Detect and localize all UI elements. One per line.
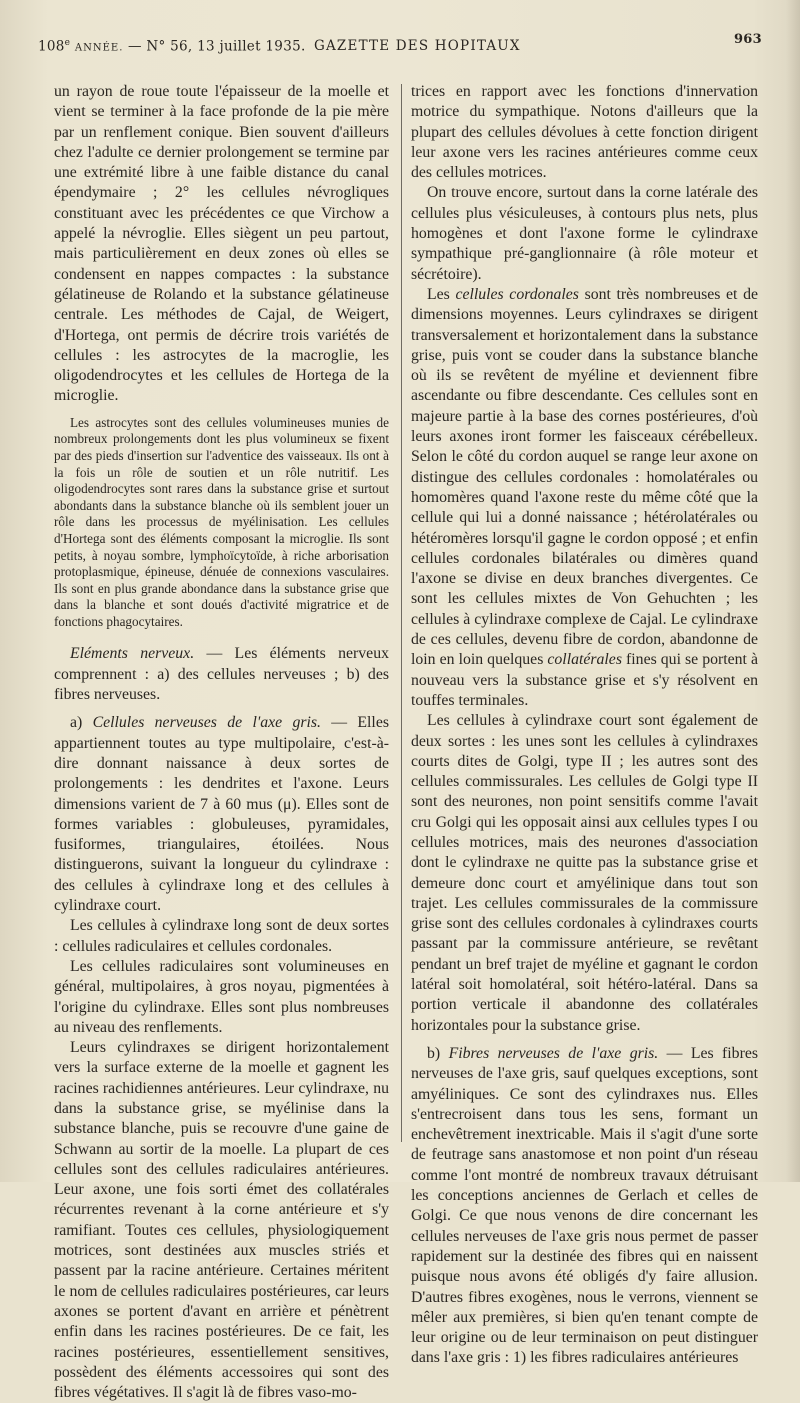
heading-cellules-nerveuses: Cellules nerveuses de l'axe gris. (92, 714, 321, 732)
heading-cellules-cordonales: cellules cordonales (455, 285, 579, 303)
page-number: 963 (733, 32, 762, 47)
paragraph-cylindraxe-court: Les cellules à cylindraxe court sont également de deux sortes : les unes sont les cellules à cylindraxes courts dites de Golgi, type II ; les autres sont des cellules commissurales. Les cellules de Golgi type II sont des neurones, non point sensitifs comme l'avait cru Golgi qui les opposait ainsi aux cellules types I ou cellules motrices, mais des neurones d'association dont le cylindraxe ne quitte pas la substance grise et demeure donc court et amyélinique dans tout son trajet. Les cellules commissurales de la commissure grise sont des cellules cordonales à cylindraxes courts passant par la commissure antérieure, se revêtant pendant un bref trajet de myéline et gagnant le cordon latéral soit homolatéral, soit hétéro-latéral. Dans sa portion verticale il abandonne des collatérales horizontales pour la substance grise. (411, 712, 758, 1034)
issue-info (38, 38, 306, 55)
page-edge-shadow (786, 0, 800, 1182)
prefix-b: b) (427, 1044, 449, 1062)
text-fibres-nerveuses: — Les fibres nerveuses de l'axe gris, sauf quelques exceptions, sont amyéliniques. Ce sont des cylindraxes nus. Elles s'entrecroisent dans tous les sens, formant un enchevêtrement inextricable. Mais il s'agit d'une sorte de feutrage sans anastomose et non point d'un réseau comme l'ont montré de nombreux travaux détruisant les conceptions anciennes de Gerlach et celles de Golgi. Ce que nous venons de dire concernant les cellules nerveuses de l'axe gris nous permet de passer rapidement sur la destinée des fibres qui en naissent puisque nous avons été obligés d'y faire allusion. D'autres fibres exogènes, nous le verrons, viennent se mêler aux premières, si bien qu'en tenant compte de leur origine ou de leur terminaison on peut distinguer dans l'axe gris : 1) les fibres radiculaires antérieures (411, 1044, 759, 1367)
heading-elements-nerveux: Eléments nerveux. (70, 645, 195, 663)
paragraph-cellules-radiculaires: Les cellules radiculaires sont volumineuses en général, multipolaires, à gros noyau, pigmentées à l'origine du cylindraxe. Elles sont plus nombreuses au niveau des renflements. (54, 957, 389, 1036)
lead-cellules-cordonales: Les (427, 285, 456, 303)
column-divider (401, 84, 402, 1142)
text-cellules-cordonales-end: fines qui se portent à nouveau vers la substance grise et s'y résolvent en touffes terminales. (411, 651, 758, 709)
paragraph-elements-nerveux (54, 644, 389, 705)
annee-word: ANNÉE. (74, 42, 124, 54)
journal-title: GAZETTE DES HOPITAUX (314, 38, 521, 54)
heading-fibres-nerveuses: Fibres nerveuses de l'axe gris. (448, 1044, 659, 1062)
prefix-a: a) (70, 714, 93, 732)
text-cellules-nerveuses: — Elles appartiennent toutes au type multipolaire, c'est-à-dire donnant naissance à deux sortes de prolongements : les dendrites et l'axone. Leurs dimensions varient de 7 à 60 mus (μ). Elles sont de formes variables : globuleuses, pyramidales, fusiformes, triangulaires, étoilées. Nous distinguerons, suivant la longueur du cylindraxe : des cellules à cylindraxe long et des cellules à cylindraxe court. (54, 714, 389, 915)
paragraph-neuroglia: un rayon de roue toute l'épaisseur de la moelle et vient se terminer à la face profonde de la pie mère par un renflement conique. Bien souvent d'ailleurs chez l'adulte ce dernier prolongement se termine par une extrémité libre à une faible distance du canal épendymaire ; 2° les cellules névrogliques constituant avec les précédentes ce que Virchow a appelé la névroglie. Elles siègent un peu partout, mais particulièrement en deux zones où elles se condensent en nappes compactes : la substance gélatineuse de Rolando et la substance gélatineuse centrale. Les méthodes de Cajal, de Weigert, d'Hortega, ont permis de décrire trois variétés de cellules : les astrocytes de la macroglie, les oligodendrocytes et les cellules de Hortega de la microglie. (54, 83, 389, 405)
paragraph-cylindraxes-horizontal: Leurs cylindraxes se dirigent horizontalement vers la surface externe de la moelle et gagnent les racines rachidiennes antérieures. Leur cylindraxe, nu dans la substance grise, se myélinise dans la substance blanche, puis se recouvre d'une gaine de Schwann au sortir de la moelle. La plupart de ces cellules sont des cellules radiculaires antérieures. Leur axone, une fois sorti émet des collatérales récurrentes revenant à la corne antérieure et s'y ramifiant. Toutes ces cellules, physiologiquement motrices, sont destinées aux muscles striés et passent par la racine antérieure. Certaines méritent le nom de cellules radiculaires postérieures, car leurs axones se portent d'avant en arrière et pénètrent enfin dans les racines postérieures. De ce fait, les racines postérieures, essentiellement sensitives, possèdent des éléments accessoires qui sont des fibres végétatives. Il s'agit là de fibres vaso-mo- (54, 1039, 389, 1402)
paragraph-cellules-cordonales (411, 285, 758, 711)
annee-number: 108 (38, 38, 65, 55)
running-header (38, 32, 762, 58)
left-column (54, 82, 389, 1402)
text-cellules-cordonales: sont très nombreuses et de dimensions moyennes. Leurs cylindraxes se dirigent transversalement et horizontalement dans la substance grise, puis vont se couder dans la substance blanche où ils se revêtent de myéline et deviennent fibre ascendante ou fibre descendante. Ces cellules sont en majeure partie à la base des cornes postérieures, d'où leurs axones iront former les faisceaux cérébelleux. Selon le côté du cordon auquel se range leur axone on distingue des cellules cordonales : homolatérales ou homomères quand l'axone reste du même côté que la cellule qui lui a donné naissance ; hétérolatérales ou hétéromères lorsqu'il gagne le cordon opposé ; et enfin cellules cordonales bilatérales ou dimères quand l'axone se divise en deux branches divergentes. Ce sont les cellules mixtes de Von Gehuchten ; les cellules à cylindraxe complexe de Cajal. Le cylindraxe de ces cellules, devenu fibre de cordon, abandonne de loin en loin quelques (411, 285, 758, 669)
text-elements-nerveux: — Les éléments nerveux comprennent : a) des cellules nerveuses ; b) des fibres nerveuses. (54, 645, 389, 704)
issue-date: — N° 56, 13 juillet 1935. (128, 38, 306, 55)
paragraph-fonctions-motrices: trices en rapport avec les fonctions d'innervation motrice du sympathique. Notons d'ailleurs que la plupart des cellules dévolues à cette fonction dirigent leur axone vers les racines antérieures comme ceux des cellules motrices. (411, 83, 758, 182)
annee-suffix: e (64, 38, 71, 48)
right-column (411, 82, 759, 1367)
paragraph-cellules-nerveuses (54, 713, 389, 916)
paragraph-astrocytes: Les astrocytes sont des cellules volumineuses munies de nombreux prolongements dont les plus volumineux se fixent par des pieds d'insertion sur l'adventice des vaisseaux. Ils ont à la fois un rôle de soutien et un rôle nutritif. Les oligodendrocytes sont rares dans la substance grise et surtout abondants dans la substance blanche où ils semblent jouer un rôle dans les processus de myélinisation. Les cellules d'Hortega sont des éléments composant la microglie. Ils sont petits, à noyau sombre, lymphoïcytoïde, à riche arborisation protoplasmique, épineuse, dénuée de connexions vasculaires. Ils sont en plus grande abondance dans la substance grise que dans la blanche et sont doués d'activité migratrice et de fonctions phagocytaires. (54, 414, 389, 629)
paragraph-corne-laterale: On trouve encore, surtout dans la corne latérale des cellules plus vésiculeuses, à contours plus nets, plus homogènes et dont l'axone forme le cylindraxe sympathique pré-ganglionnaire (à rôle moteur et sécrétoire). (411, 184, 758, 283)
paragraph-cylindraxe-long: Les cellules à cylindraxe long sont de deux sortes : cellules radiculaires et cellules cordonales. (54, 917, 389, 955)
paragraph-fibres-nerveuses (411, 1044, 758, 1369)
italic-collaterales: collatérales (547, 651, 622, 669)
